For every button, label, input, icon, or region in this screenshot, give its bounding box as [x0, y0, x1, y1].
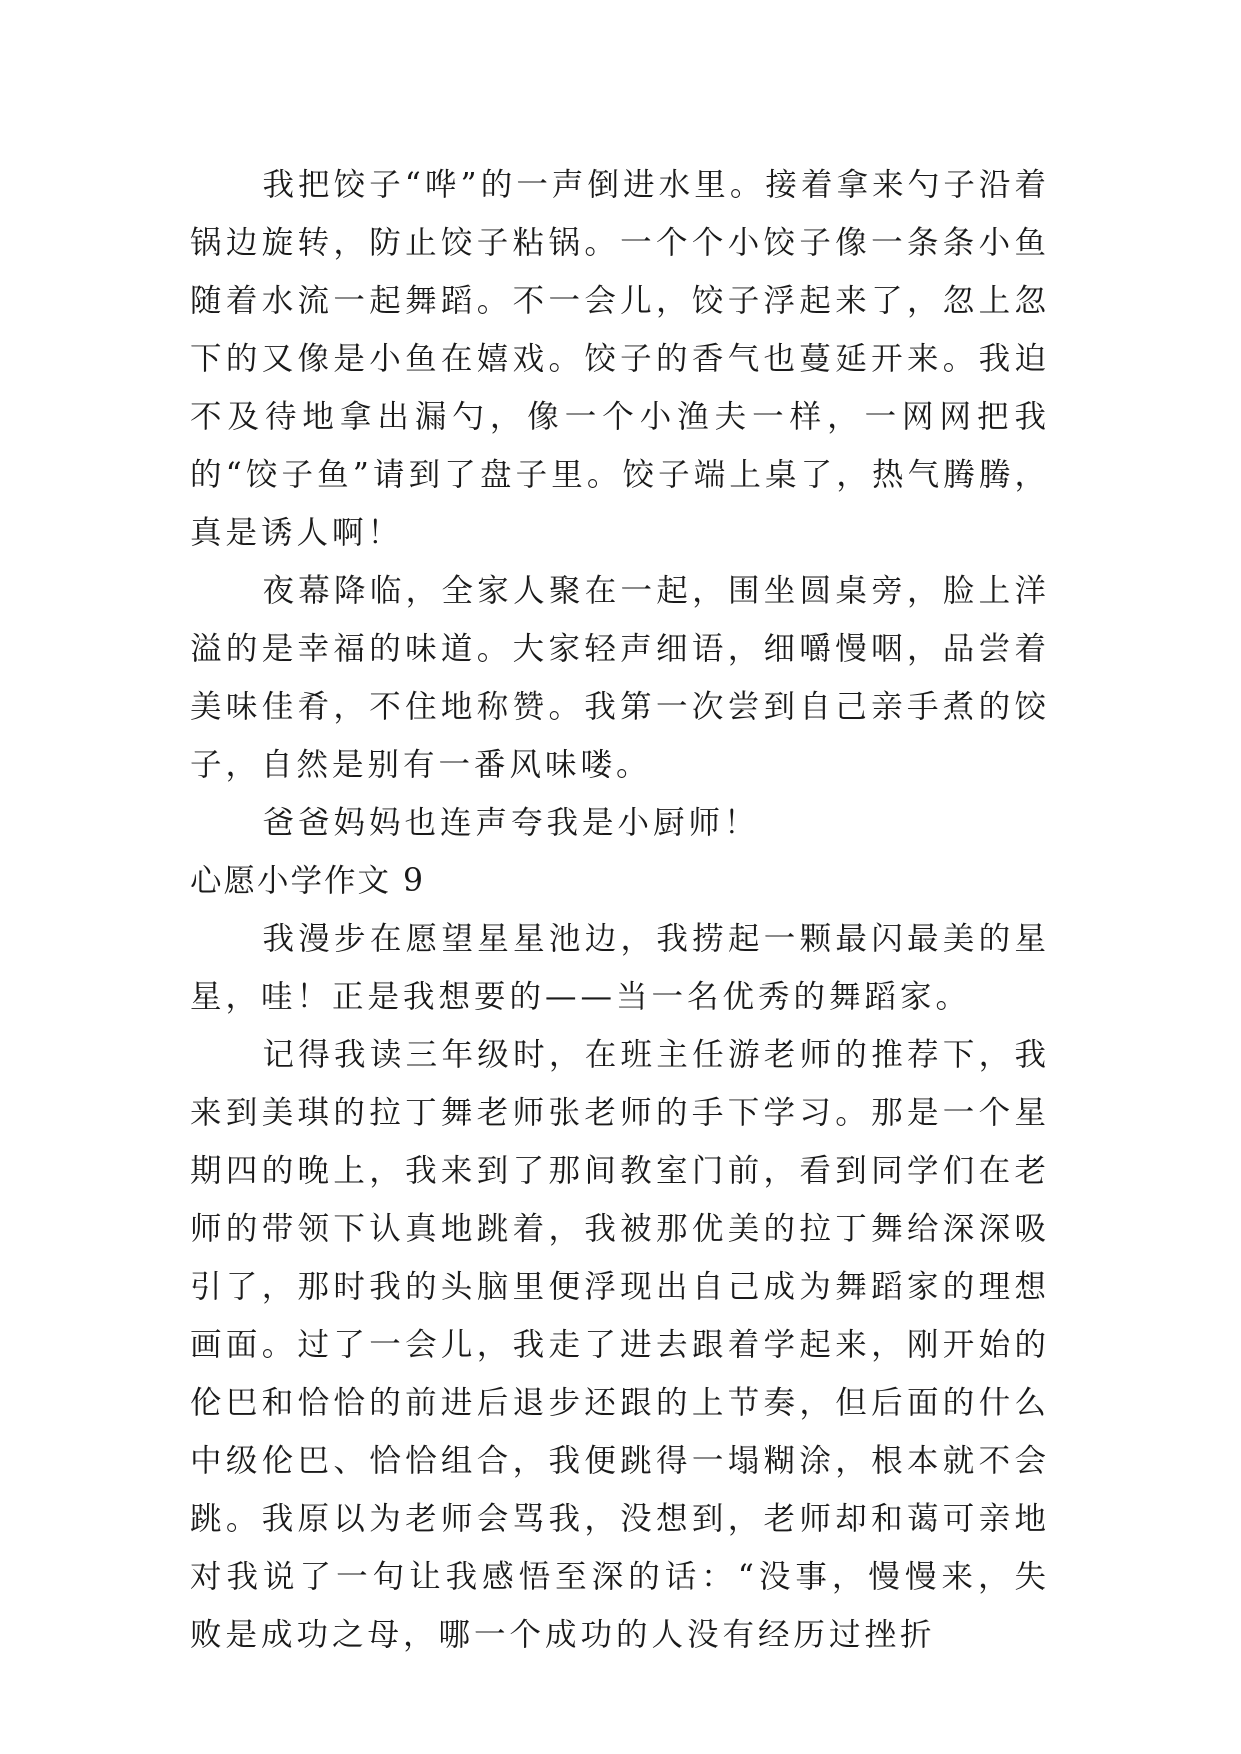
document-body: [190, 156, 1050, 1664]
paragraph-family-dinner: 夜幕降临，全家人聚在一起，围坐圆桌旁，脸上洋溢的是幸福的味道。大家轻声细语，细嚼慢咽，品尝着美味佳肴，不住地称赞。我第一次尝到自己亲手煮的饺子，自然是别有一番风味喽。: [190, 573, 1050, 783]
paragraph-wishing-star: 我漫步在愿望星星池边，我捞起一颗最闪最美的星星，哇！正是我想要的——当一名优秀的舞蹈家。: [190, 921, 1050, 1015]
paragraph-latin-dance: 记得我读三年级时，在班主任游老师的推荐下，我来到美琪的拉丁舞老师张老师的手下学习。那是一个星期四的晚上，我来到了那间教室门前，看到同学们在老师的带领下认真地跳着，我被那优美的拉丁舞给深深吸引了，那时我的头脑里便浮现出自己成为舞蹈家的理想画面。过了一会儿，我走了进去跟着学起来，刚开始的伦巴和恰恰的前进后退步还跟的上节奏，但后面的什么中级伦巴、恰恰组合，我便跳得一塌糊涂，根本就不会跳。我原以为老师会骂我，没想到，老师却和蔼可亲地对我说了一句让我感悟至深的话：“没事，慢慢来，失败是成功之母，哪一个成功的人没有经历过挫折: [190, 1037, 1050, 1653]
essay-heading: 心愿小学作文 9: [190, 863, 426, 899]
paragraph-parents-praise: 爸爸妈妈也连声夸我是小厨师！: [262, 805, 760, 841]
paragraph-dumplings-cooking: 我把饺子“哗”的一声倒进水里。接着拿来勺子沿着锅边旋转，防止饺子粘锅。一个个小饺子像一条条小鱼随着水流一起舞蹈。不一会儿，饺子浮起来了，忽上忽下的又像是小鱼在嬉戏。饺子的香气也蔓延开来。我迫不及待地拿出漏勺，像一个小渔夫一样，一网网把我的“饺子鱼”请到了盘子里。饺子端上桌了，热气腾腾，真是诱人啊！: [190, 167, 1050, 551]
